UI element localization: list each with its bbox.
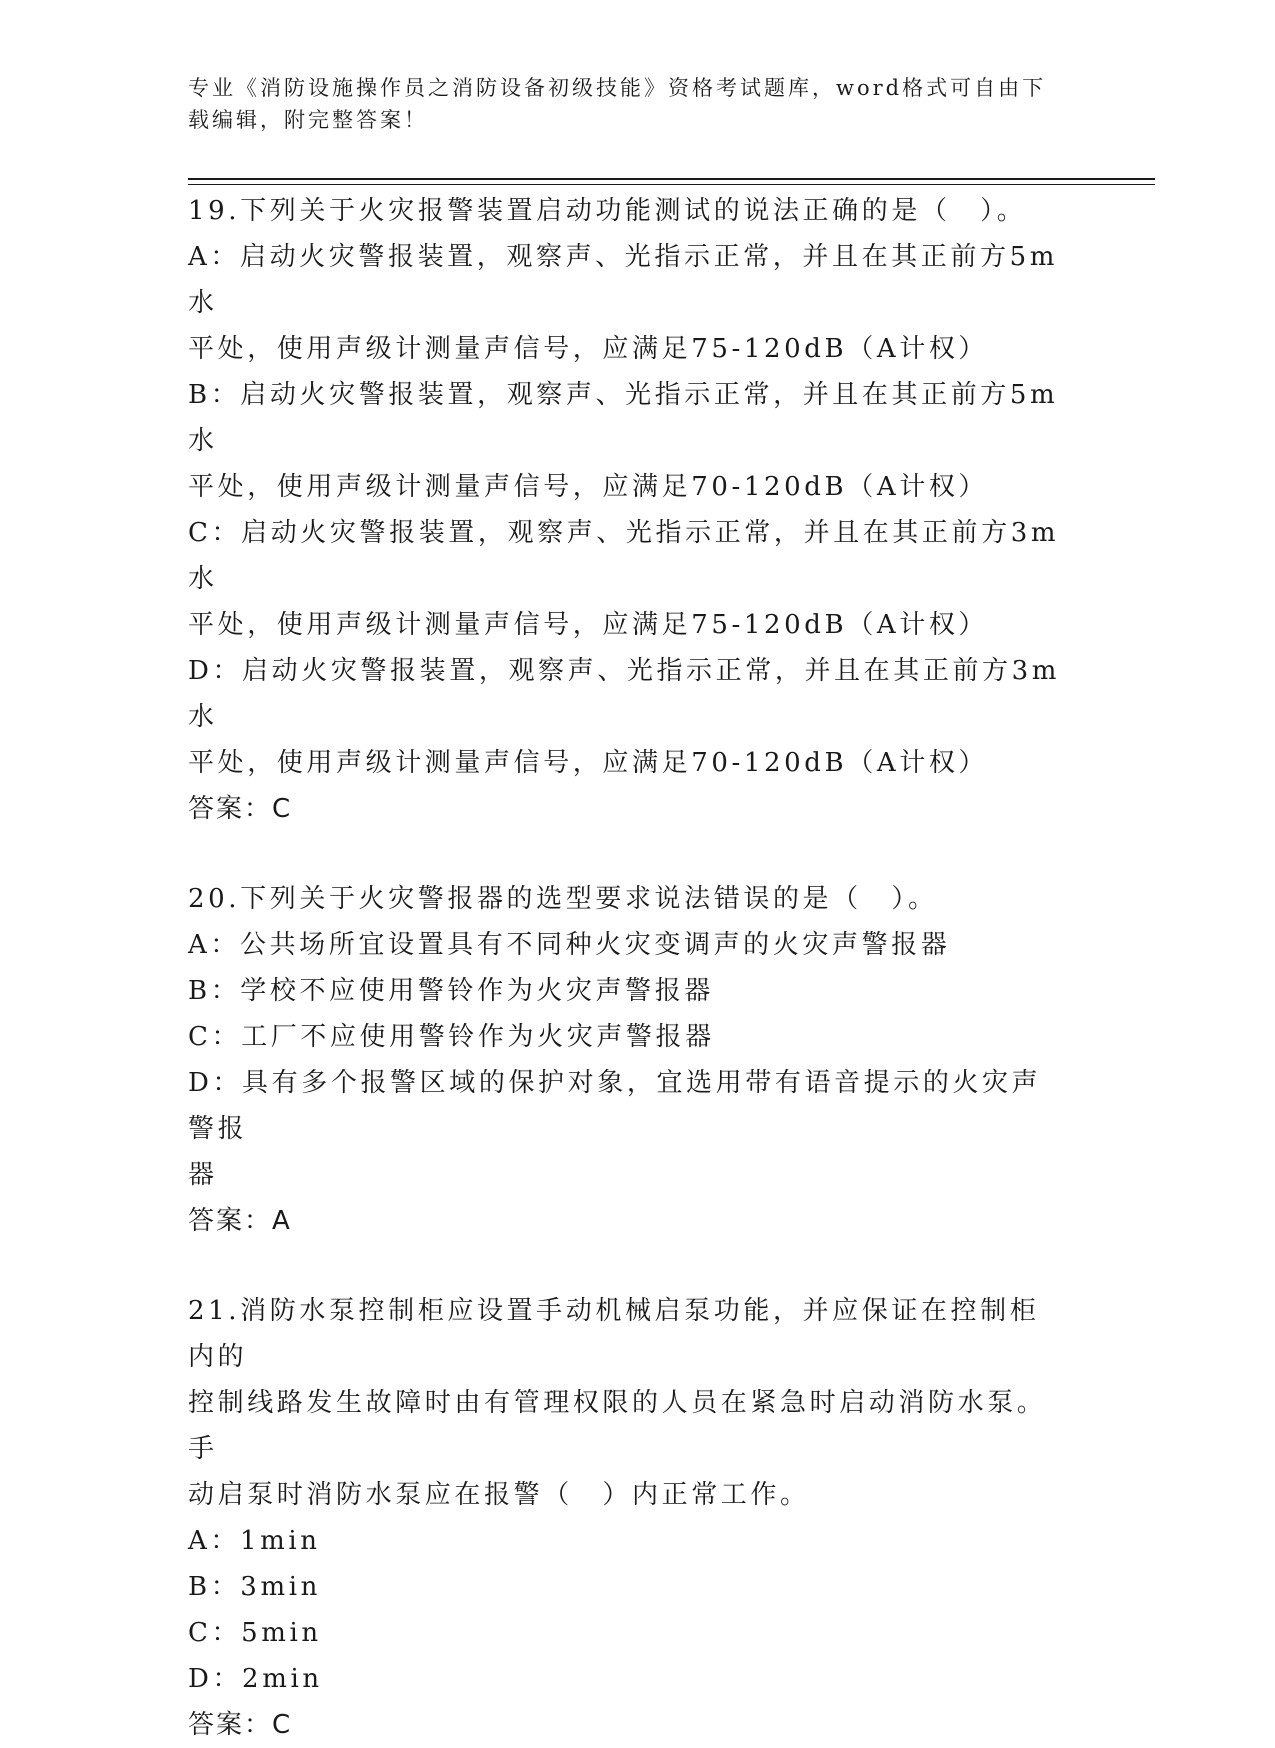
question-19 [188, 188, 1068, 832]
option-a [188, 234, 1068, 372]
question-20 [188, 876, 1068, 1244]
option-line: 平处，使用声级计测量声信号，应满足75-120dB（A计权） [188, 334, 989, 364]
option-b [188, 1564, 1068, 1610]
option-c [188, 1610, 1068, 1656]
answer-text: 答案：C [188, 1710, 293, 1740]
option-b [188, 372, 1068, 510]
question-stem: 19.下列关于火灾报警装置启动功能测试的说法正确的是（ ）。 [188, 196, 1027, 226]
option-d [188, 1060, 1068, 1198]
option-a [188, 1518, 1068, 1564]
option-line: D：启动火灾警报装置，观察声、光指示正常，并且在其正前方3m水 [188, 656, 1061, 732]
option-d [188, 648, 1068, 786]
question-stem: 20.下列关于火灾警报器的选型要求说法错误的是（ ）。 [188, 884, 938, 914]
answer-text: 答案：A [188, 1206, 292, 1236]
option-line: A：1min [188, 1526, 321, 1556]
document-header [188, 72, 1068, 136]
option-line: A：启动火灾警报装置，观察声、光指示正常，并且在其正前方5m水 [188, 242, 1058, 318]
header-intro-text: 专业《消防设施操作员之消防设备初级技能》资格考试题库，word格式可自由下载编辑，附完整答案！ [188, 76, 1047, 132]
question-stem: 动启泵时消防水泵应在报警（ ）内正常工作。 [188, 1480, 810, 1510]
option-line: D：具有多个报警区域的保护对象，宜选用带有语音提示的火灾声警报 [188, 1068, 1042, 1144]
option-line: 平处，使用声级计测量声信号，应满足75-120dB（A计权） [188, 610, 989, 640]
header-rule-thin [188, 184, 1155, 185]
option-line: 器 [188, 1160, 218, 1190]
question-stem: 21.消防水泵控制柜应设置手动机械启泵功能，并应保证在控制柜内的 [188, 1296, 1040, 1372]
option-line: C：工厂不应使用警铃作为火灾声警报器 [188, 1022, 715, 1052]
question-spacer [188, 1244, 1068, 1288]
option-d [188, 1656, 1068, 1702]
option-b [188, 968, 1068, 1014]
option-line: B：3min [188, 1572, 321, 1602]
question-list [188, 188, 1068, 1748]
option-c [188, 510, 1068, 648]
answer-text: 答案：C [188, 794, 293, 824]
option-line: C：启动火灾警报装置，观察声、光指示正常，并且在其正前方3m水 [188, 518, 1060, 594]
option-line: 平处，使用声级计测量声信号，应满足70-120dB（A计权） [188, 472, 989, 502]
option-line: B：启动火灾警报装置，观察声、光指示正常，并且在其正前方5m水 [188, 380, 1059, 456]
option-line: B：学校不应使用警铃作为火灾声警报器 [188, 976, 714, 1006]
header-rule-thick [188, 178, 1155, 180]
option-line: A：公共场所宜设置具有不同种火灾变调声的火灾声警报器 [188, 930, 951, 960]
question-spacer [188, 832, 1068, 876]
option-line: C：5min [188, 1618, 322, 1648]
question-stem: 控制线路发生故障时由有管理权限的人员在紧急时启动消防水泵。手 [188, 1388, 1047, 1464]
option-line: D：2min [188, 1664, 323, 1694]
option-a [188, 922, 1068, 968]
option-c [188, 1014, 1068, 1060]
question-21 [188, 1288, 1068, 1748]
option-line: 平处，使用声级计测量声信号，应满足70-120dB（A计权） [188, 748, 989, 778]
